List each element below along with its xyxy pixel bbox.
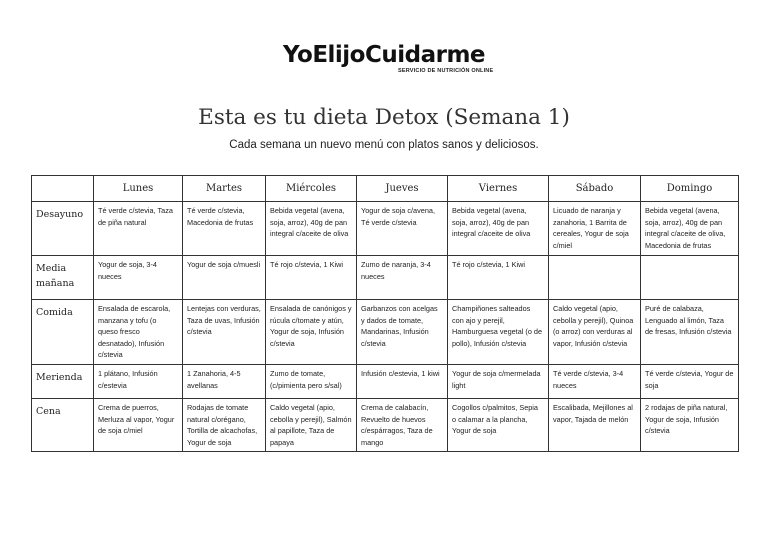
day-header: Viernes — [448, 176, 549, 202]
meal-cell: Bebida vegetal (avena, soja, arroz), 40g de pan integral c/aceite de oliva, Macedonia de frutas — [641, 202, 739, 256]
meal-cell: Yogur de soja, 3-4 nueces — [94, 256, 183, 300]
meal-cell: Yogur de soja c/muesli — [183, 256, 266, 300]
table-row — [32, 256, 739, 300]
day-header: Miércoles — [266, 176, 357, 202]
meal-cell: Té verde c/stevia, Macedonia de frutas — [183, 202, 266, 256]
meal-cell: Bebida vegetal (avena, soja, arroz), 40g de pan integral c/aceite de oliva — [448, 202, 549, 256]
meal-cell: 1 Zanahoria, 4-5 avellanas — [183, 365, 266, 399]
meal-cell: Té verde c/stevia, 3-4 nueces — [549, 365, 641, 399]
day-header: Sábado — [549, 176, 641, 202]
day-header: Lunes — [94, 176, 183, 202]
day-header: Jueves — [357, 176, 448, 202]
meal-cell: Infusión c/estevia, 1 kiwi — [357, 365, 448, 399]
meal-label: Media mañana — [32, 256, 94, 300]
meal-cell: Yogur de soja c/avena, Té verde c/stevia — [357, 202, 448, 256]
table-row — [32, 300, 739, 365]
logo-tagline: SERVICIO DE NUTRICIÓN ONLINE — [398, 68, 494, 74]
meal-cell: Zumo de tomate, (c/pimienta pero s/sal) — [266, 365, 357, 399]
meal-label: Comida — [32, 300, 94, 365]
meal-cell: Escalibada, Mejillones al vapor, Tajada de melón — [549, 399, 641, 452]
meal-cell: Rodajas de tomate natural c/orégano, Tortilla de alcachofas, Yogur de soja — [183, 399, 266, 452]
meal-cell: Bebida vegetal (avena, soja, arroz), 40g de pan integral c/aceite de oliva — [266, 202, 357, 256]
logo-wordmark: YoElijoCuidarme — [282, 42, 486, 68]
diet-table — [31, 175, 739, 452]
meal-cell: Cogollos c/palmitos, Sepia o calamar a la plancha, Yogur de soja — [448, 399, 549, 452]
meal-cell: Té verde c/stevia, Yogur de soja — [641, 365, 739, 399]
meal-cell: Licuado de naranja y zanahoria, 1 Barrita de cereales, Yogur de soja c/miel — [549, 202, 641, 256]
meal-cell: Crema de calabacín, Revuelto de huevos c/espárragos, Taza de mango — [357, 399, 448, 452]
meal-cell: Garbanzos con acelgas y dados de tomate, Mandarinas, Infusión c/stevia — [357, 300, 448, 365]
meal-cell: Crema de puerros, Merluza al vapor, Yogur de soja c/miel — [94, 399, 183, 452]
table-row — [32, 399, 739, 452]
day-header: Martes — [183, 176, 266, 202]
meal-cell: Puré de calabaza, Lenguado al limón, Taza de fresas, Infusión c/stevia — [641, 300, 739, 365]
meal-cell: Ensalada de escarola, manzana y tofu (o queso fresco desnatado), Infusión c/stevia — [94, 300, 183, 365]
meal-cell: Caldo vegetal (apio, cebolla y perejil), Quinoa (o arroz) con verduras al vapor, Infusión c/stevia — [549, 300, 641, 365]
meal-label: Cena — [32, 399, 94, 452]
corner-cell — [32, 176, 94, 202]
table-row — [32, 202, 739, 256]
meal-cell: Yogur de soja c/mermelada light — [448, 365, 549, 399]
brand-logo — [0, 42, 768, 74]
meal-cell: Té rojo c/stevia, 1 Kiwi — [448, 256, 549, 300]
meal-cell: Té rojo c/stevia, 1 Kiwi — [266, 256, 357, 300]
meal-label: Merienda — [32, 365, 94, 399]
meal-cell: Champiñones salteados con ajo y perejil, Hamburguesa vegetal (o de pollo), Infusión c/stevia — [448, 300, 549, 365]
meal-cell: 2 rodajas de piña natural, Yogur de soja, Infusión c/stevia — [641, 399, 739, 452]
meal-cell: Zumo de naranja, 3-4 nueces — [357, 256, 448, 300]
meal-cell: Lentejas con verduras, Taza de uvas, Infusión c/stevia — [183, 300, 266, 365]
meal-cell: Ensalada de canónigos y rúcula c/tomate y atún, Yogur de soja, Infusión c/stevia — [266, 300, 357, 365]
meal-cell: Caldo vegetal (apio, cebolla y perejil), Salmón al papillote, Taza de papaya — [266, 399, 357, 452]
meal-cell: 1 plátano, Infusión c/estevia — [94, 365, 183, 399]
meal-cell — [641, 256, 739, 300]
meal-cell: Té verde c/stevia, Taza de piña natural — [94, 202, 183, 256]
table-row — [32, 365, 739, 399]
page-title: Esta es tu dieta Detox (Semana 1) — [198, 105, 570, 130]
day-header: Domingo — [641, 176, 739, 202]
page-subtitle: Cada semana un nuevo menú con platos sanos y deliciosos. — [229, 139, 539, 151]
meal-label: Desayuno — [32, 202, 94, 256]
table-header-row — [32, 176, 739, 202]
meal-cell — [549, 256, 641, 300]
